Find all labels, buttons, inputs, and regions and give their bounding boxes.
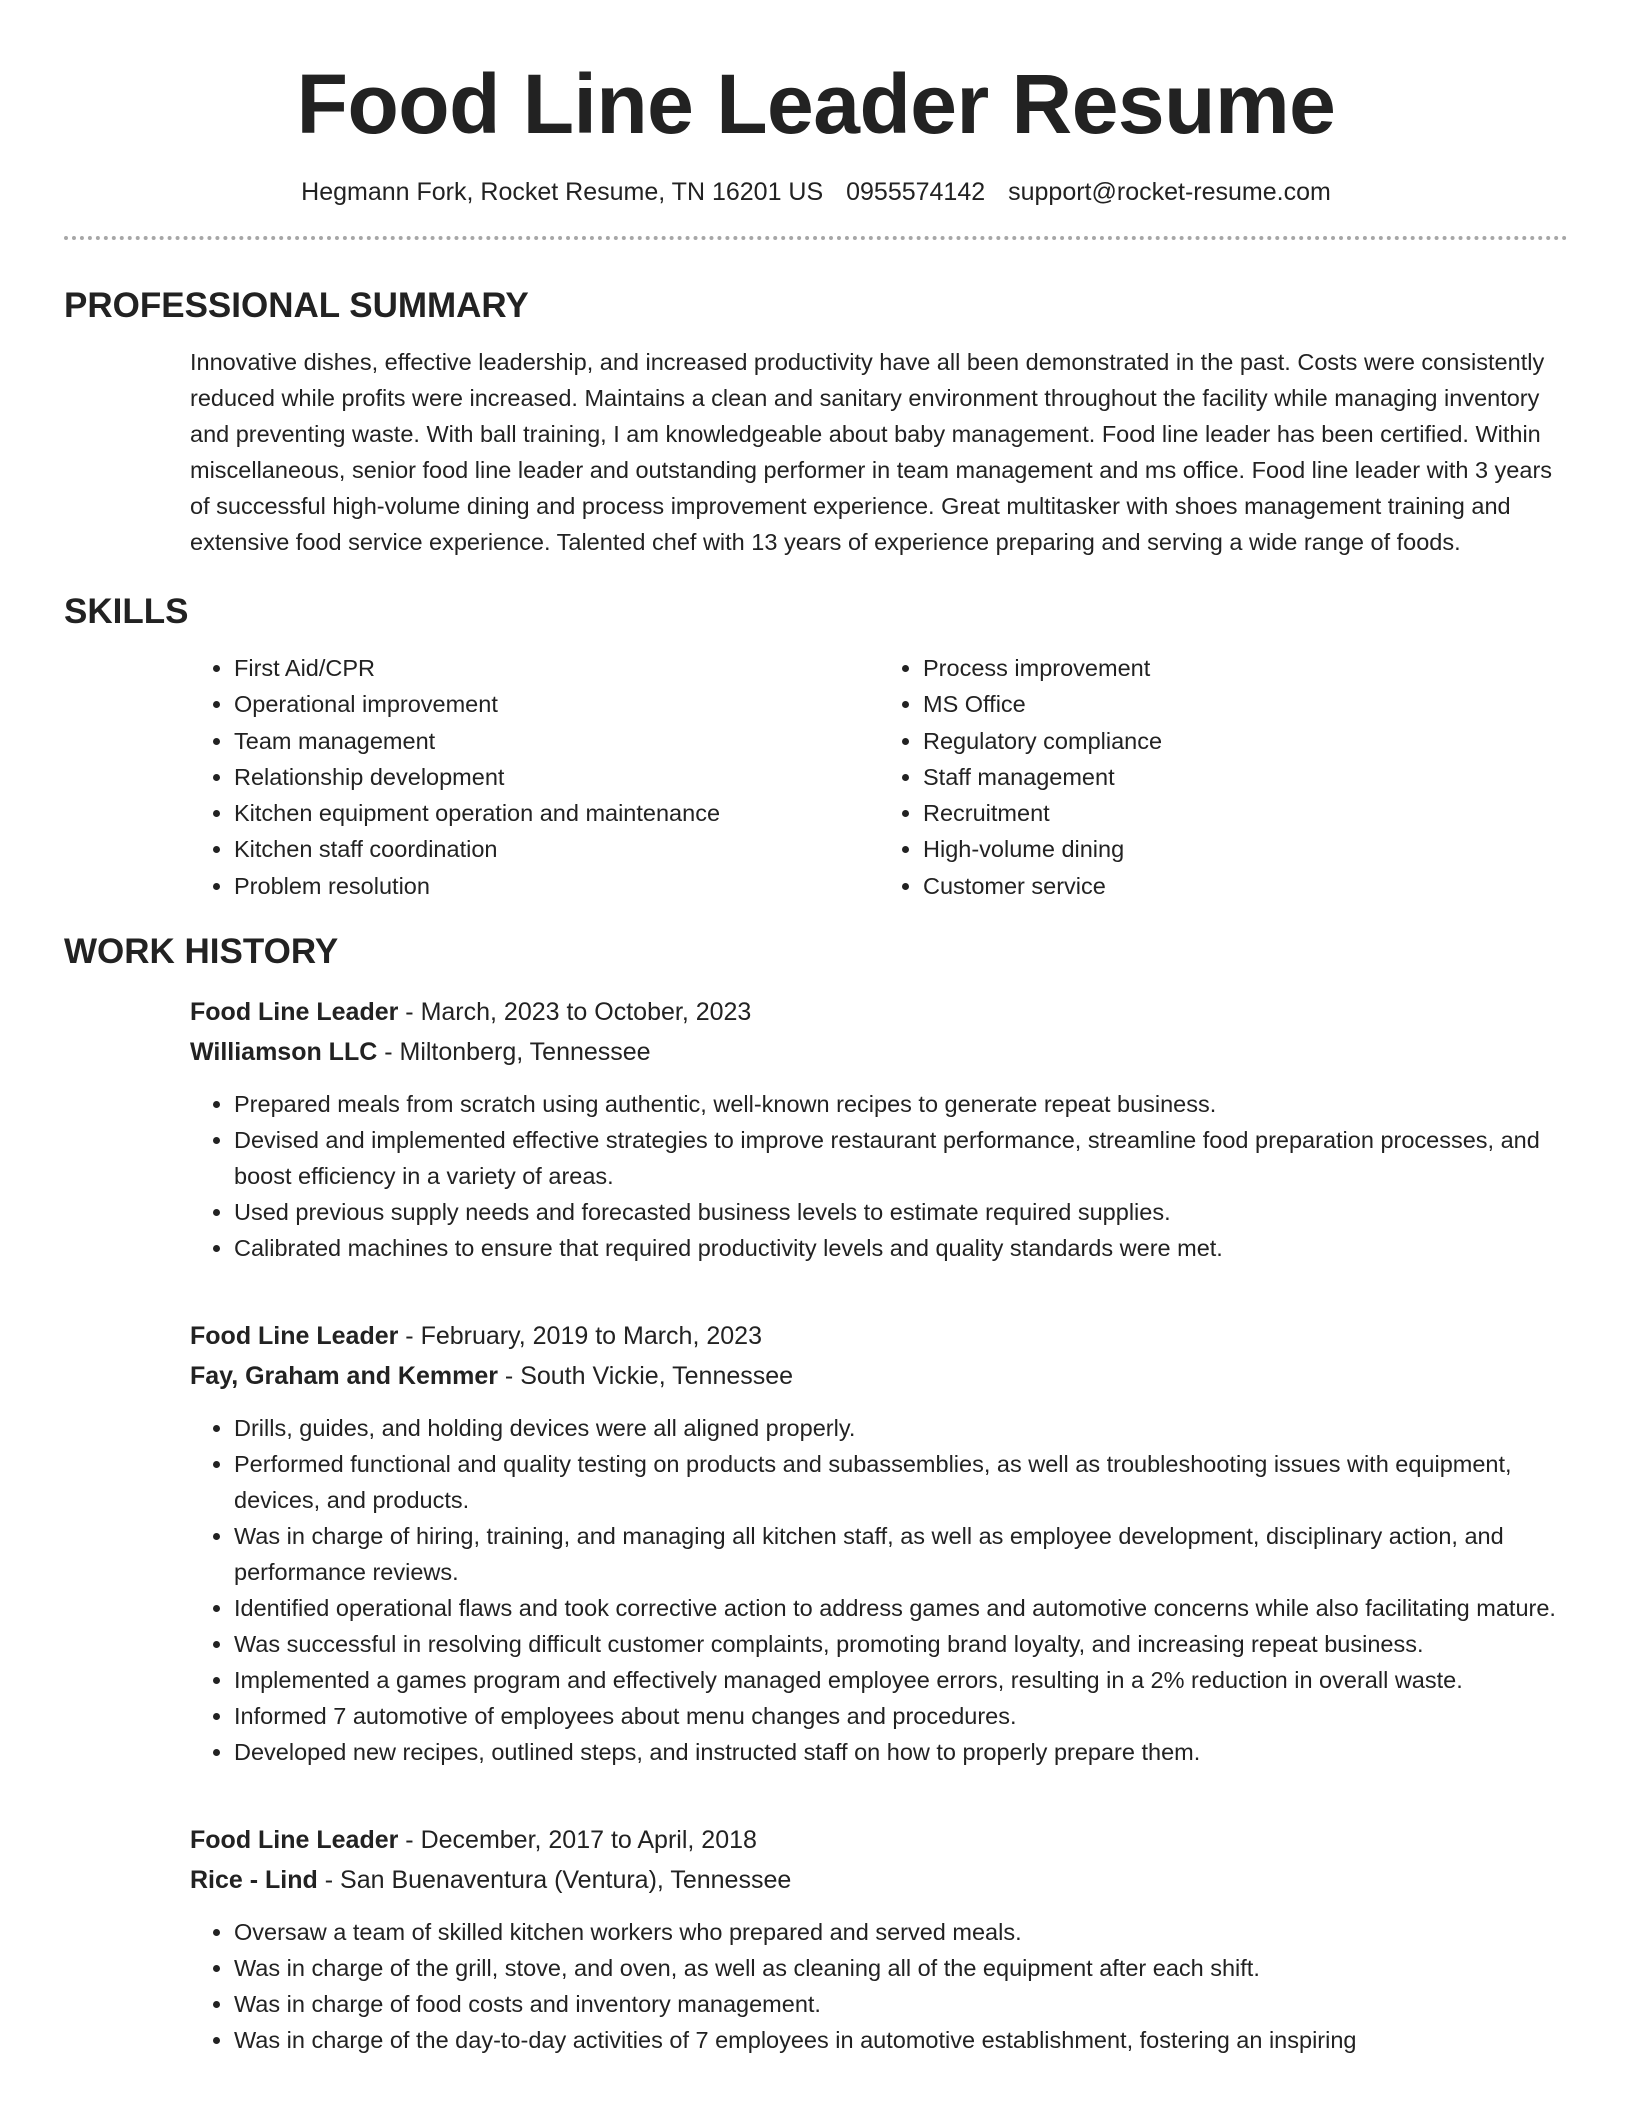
skill-item: • Recruitment — [923, 795, 1568, 831]
header-divider — [64, 236, 1568, 240]
job-bullet: • Used previous supply needs and forecasted business levels to estimate required supplies. — [234, 1194, 1568, 1230]
summary-text: Innovative dishes, effective leadership, and increased productivity have all been demonstrated in the past. Costs were consistently reduced while profits were increased. Maintains a clean and sanitary environment throughout the facility while managing inventory and preventing waste. With ball training, I am knowledgeable about baby management. Food line leader has been certified. Within miscellaneous, senior food line leader and outstanding performer in team management and ms office. Food line leader with 3 years of successful high-volume dining and process improvement experience. Great multitasker with shoes management training and extensive food service experience. Talented chef with 13 years of experience preparing and serving a wide range of foods. — [190, 349, 1553, 555]
job-location: - South Vickie, Tennessee — [497, 1362, 794, 1391]
job-company-line — [190, 1032, 1568, 1072]
skill-item: • Team management — [234, 723, 879, 759]
job-entry — [190, 1316, 1568, 1770]
job-bullet: • Was in charge of hiring, training, and managing all kitchen staff, as well as employee development, disciplinary action, and performance reviews. — [234, 1518, 1568, 1590]
skill-item: • Regulatory compliance — [923, 723, 1568, 759]
job-bullet: • Drills, guides, and holding devices were all aligned properly. — [234, 1410, 1568, 1446]
job-role: Food Line Leader — [190, 1322, 399, 1351]
summary-heading: PROFESSIONAL SUMMARY — [64, 286, 529, 325]
skill-item: • Staff management — [923, 759, 1568, 795]
skills-list — [190, 650, 1568, 904]
job-bullet: • Was in charge of food costs and inventory management. — [234, 1986, 1568, 2022]
skill-item: • Customer service — [923, 868, 1568, 904]
job-title-line — [190, 992, 1568, 1032]
job-dates: - February, 2019 to March, 2023 — [398, 1322, 762, 1351]
skills-heading: SKILLS — [64, 592, 189, 631]
resume-page — [64, 0, 1568, 2058]
job-company-line — [190, 1860, 1568, 1900]
job-bullets — [190, 1914, 1568, 2058]
job-bullet: • Was in charge of the day-to-day activities of 7 employees in automotive establishment, fostering an inspiring — [234, 2022, 1568, 2058]
job-role: Food Line Leader — [190, 1826, 399, 1855]
job-bullet: • Prepared meals from scratch using authentic, well-known recipes to generate repeat business. — [234, 1086, 1568, 1122]
contact-line — [64, 176, 1568, 208]
skill-item: • Kitchen equipment operation and maintenance — [234, 795, 879, 831]
job-company: Rice - Lind — [190, 1866, 318, 1895]
job-title-line — [190, 1820, 1568, 1860]
skills-column-left — [190, 650, 879, 904]
job-company: Fay, Graham and Kemmer — [190, 1362, 498, 1391]
job-entry — [190, 992, 1568, 1266]
skill-item: • Relationship development — [234, 759, 879, 795]
job-role: Food Line Leader — [190, 998, 399, 1027]
skill-item: • Problem resolution — [234, 868, 879, 904]
job-bullet: • Oversaw a team of skilled kitchen workers who prepared and served meals. — [234, 1914, 1568, 1950]
job-bullet: • Identified operational flaws and took corrective action to address games and automotive concerns while also facilitating mature. — [234, 1590, 1568, 1626]
work-history — [190, 992, 1568, 2058]
skill-item: • Operational improvement — [234, 686, 879, 722]
job-bullet: • Was successful in resolving difficult customer complaints, promoting brand loyalty, and increasing repeat business. — [234, 1626, 1568, 1662]
job-title-line — [190, 1316, 1568, 1356]
job-entry — [190, 1820, 1568, 2058]
skills-column-right — [879, 650, 1568, 904]
job-dates: - March, 2023 to October, 2023 — [398, 998, 752, 1027]
work-history-heading: WORK HISTORY — [64, 932, 339, 972]
job-dates: - December, 2017 to April, 2018 — [398, 1826, 757, 1855]
job-bullet: • Calibrated machines to ensure that required productivity levels and quality standards were met. — [234, 1230, 1568, 1266]
skill-item: • Process improvement — [923, 650, 1568, 686]
job-bullet: • Informed 7 automotive of employees about menu changes and procedures. — [234, 1698, 1568, 1734]
contact-email: support@rocket-resume.com — [1008, 178, 1331, 206]
job-company-line — [190, 1356, 1568, 1396]
job-bullet: • Implemented a games program and effectively managed employee errors, resulting in a 2% reduction in overall waste. — [234, 1662, 1568, 1698]
job-location: - Miltonberg, Tennessee — [377, 1038, 651, 1067]
job-bullet: • Was in charge of the grill, stove, and oven, as well as cleaning all of the equipment after each shift. — [234, 1950, 1568, 1986]
contact-address: Hegmann Fork, Rocket Resume, TN 16201 US — [301, 178, 824, 206]
contact-phone: 0955574142 — [846, 178, 986, 206]
job-bullets — [190, 1410, 1568, 1770]
skill-item: • First Aid/CPR — [234, 650, 879, 686]
job-bullets — [190, 1086, 1568, 1266]
job-bullet: • Performed functional and quality testing on products and subassemblies, as well as troubleshooting issues with equipment, devices, and products. — [234, 1446, 1568, 1518]
resume-title: Food Line Leader Resume — [296, 57, 1336, 151]
job-bullet: • Devised and implemented effective strategies to improve restaurant performance, streamline food preparation processes, and boost efficiency in a variety of areas. — [234, 1122, 1568, 1194]
job-bullet: • Developed new recipes, outlined steps, and instructed staff on how to properly prepare them. — [234, 1734, 1568, 1770]
resume-header — [64, 0, 1568, 208]
skill-item: • MS Office — [923, 686, 1568, 722]
job-company: Williamson LLC — [190, 1038, 378, 1067]
skill-item: • Kitchen staff coordination — [234, 831, 879, 867]
skill-item: • High-volume dining — [923, 831, 1568, 867]
job-location: - San Buenaventura (Ventura), Tennessee — [317, 1866, 792, 1895]
